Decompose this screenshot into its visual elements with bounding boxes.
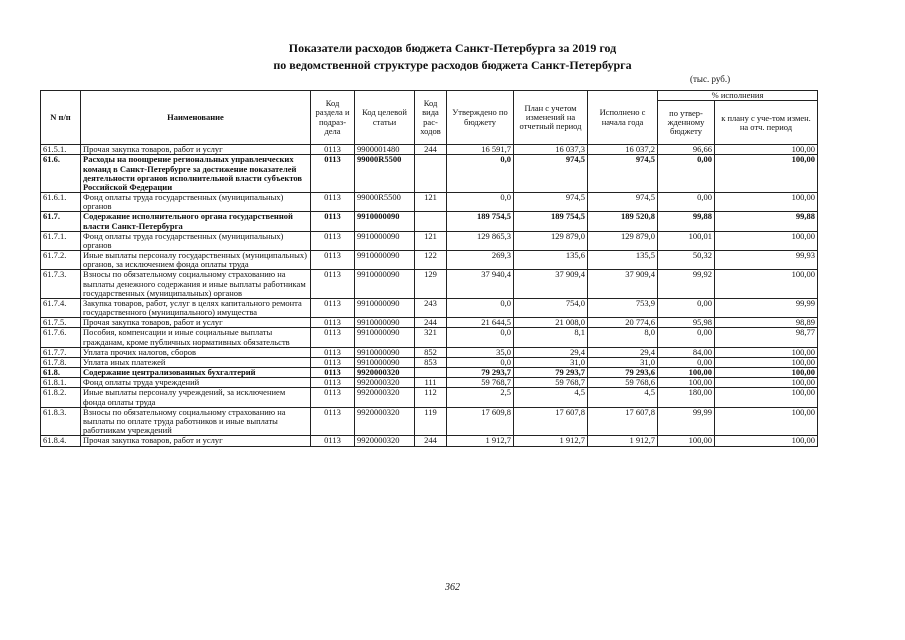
row-section-code: 0113 <box>311 347 355 357</box>
row-executed: 753,9 <box>588 298 658 317</box>
table-row <box>41 378 818 388</box>
row-pct-budget: 95,98 <box>658 318 715 328</box>
row-pct-plan: 100,00 <box>715 357 818 367</box>
row-section-code: 0113 <box>311 436 355 446</box>
row-plan: 17 607,8 <box>514 407 588 436</box>
row-plan: 189 754,5 <box>514 212 588 231</box>
row-num: 61.7.6. <box>41 328 81 347</box>
row-section-code: 0113 <box>311 145 355 155</box>
row-plan: 135,6 <box>514 251 588 270</box>
row-pct-budget: 100,00 <box>658 368 715 378</box>
row-section-code: 0113 <box>311 407 355 436</box>
row-section-code: 0113 <box>311 270 355 299</box>
table-row <box>41 318 818 328</box>
row-pct-budget: 100,00 <box>658 378 715 388</box>
row-name: Фонд оплаты труда учреждений <box>81 378 311 388</box>
row-plan: 31,0 <box>514 357 588 367</box>
table-row <box>41 347 818 357</box>
row-target-code: 9920000320 <box>355 436 415 446</box>
row-pct-budget: 0,00 <box>658 328 715 347</box>
row-approved: 79 293,7 <box>447 368 514 378</box>
document-title-line-2: по ведомственной структуре расходов бюджета Санкт-Петербурга <box>273 58 632 72</box>
row-target-code: 9920000320 <box>355 378 415 388</box>
row-name: Прочая закупка товаров, работ и услуг <box>81 318 311 328</box>
row-pct-plan: 100,00 <box>715 347 818 357</box>
row-target-code: 9910000090 <box>355 357 415 367</box>
row-section-code: 0113 <box>311 378 355 388</box>
row-executed: 8,0 <box>588 328 658 347</box>
row-plan: 29,4 <box>514 347 588 357</box>
row-type-code: 119 <box>415 407 447 436</box>
table-row <box>41 212 818 231</box>
row-num: 61.7.1. <box>41 231 81 250</box>
row-type-code: 112 <box>415 388 447 407</box>
row-num: 61.7.8. <box>41 357 81 367</box>
row-pct-plan: 100,00 <box>715 407 818 436</box>
row-num: 61.8. <box>41 368 81 378</box>
table-row <box>41 298 818 317</box>
row-num: 61.6.1. <box>41 193 81 212</box>
row-name: Взносы по обязательному социальному страхованию на выплаты денежного содержания и иные выплаты работникам государственных (муниципальных) органов <box>81 270 311 299</box>
row-section-code: 0113 <box>311 318 355 328</box>
row-pct-budget: 100,01 <box>658 231 715 250</box>
row-target-code: 9910000090 <box>355 212 415 231</box>
row-name: Уплата прочих налогов, сборов <box>81 347 311 357</box>
row-approved: 17 609,8 <box>447 407 514 436</box>
table-row <box>41 328 818 347</box>
row-pct-plan: 100,00 <box>715 368 818 378</box>
row-approved: 189 754,5 <box>447 212 514 231</box>
header-executed: Исполнено с начала года <box>588 91 658 145</box>
row-pct-budget: 96,66 <box>658 145 715 155</box>
row-num: 61.8.2. <box>41 388 81 407</box>
row-pct-budget: 180,00 <box>658 388 715 407</box>
row-pct-plan: 99,99 <box>715 298 818 317</box>
row-approved: 1 912,7 <box>447 436 514 446</box>
row-pct-budget: 100,00 <box>658 436 715 446</box>
row-pct-budget: 0,00 <box>658 357 715 367</box>
row-plan: 16 037,3 <box>514 145 588 155</box>
row-name: Прочая закупка товаров, работ и услуг <box>81 436 311 446</box>
table-row <box>41 145 818 155</box>
row-target-code: 99000R5500 <box>355 155 415 193</box>
row-name: Фонд оплаты труда государственных (муниципальных) органов <box>81 231 311 250</box>
row-num: 61.7. <box>41 212 81 231</box>
row-executed: 29,4 <box>588 347 658 357</box>
row-target-code: 9910000090 <box>355 270 415 299</box>
row-pct-budget: 0,00 <box>658 155 715 193</box>
row-name: Расходы на поощрение региональных управленческих команд в Санкт-Петербурге за достижение показателей деятельности органов исполнительной власти субъектов Российской Федерации <box>81 155 311 193</box>
row-pct-plan: 99,88 <box>715 212 818 231</box>
row-num: 61.8.4. <box>41 436 81 446</box>
row-target-code: 9910000090 <box>355 328 415 347</box>
row-plan: 21 008,0 <box>514 318 588 328</box>
row-approved: 0,0 <box>447 193 514 212</box>
row-num: 61.6. <box>41 155 81 193</box>
row-pct-budget: 0,00 <box>658 193 715 212</box>
row-pct-plan: 100,00 <box>715 145 818 155</box>
row-plan: 4,5 <box>514 388 588 407</box>
row-section-code: 0113 <box>311 368 355 378</box>
row-executed: 974,5 <box>588 193 658 212</box>
row-type-code: 244 <box>415 145 447 155</box>
row-type-code: 121 <box>415 231 447 250</box>
table-row <box>41 388 818 407</box>
table-row <box>41 357 818 367</box>
table-row <box>41 407 818 436</box>
row-pct-budget: 99,92 <box>658 270 715 299</box>
row-name: Взносы по обязательному социальному страхованию на выплаты по оплате труда работников и иные выплаты работникам учреждений <box>81 407 311 436</box>
table-row <box>41 436 818 446</box>
row-approved: 269,3 <box>447 251 514 270</box>
row-pct-plan: 100,00 <box>715 388 818 407</box>
row-approved: 35,0 <box>447 347 514 357</box>
row-pct-budget: 84,00 <box>658 347 715 357</box>
row-section-code: 0113 <box>311 251 355 270</box>
row-plan: 754,0 <box>514 298 588 317</box>
row-approved: 129 865,3 <box>447 231 514 250</box>
row-type-code <box>415 212 447 231</box>
row-approved: 0,0 <box>447 155 514 193</box>
row-approved: 0,0 <box>447 328 514 347</box>
row-section-code: 0113 <box>311 388 355 407</box>
row-type-code <box>415 155 447 193</box>
row-num: 61.7.3. <box>41 270 81 299</box>
header-type: Код вида рас-ходов <box>415 91 447 145</box>
row-section-code: 0113 <box>311 357 355 367</box>
row-executed: 16 037,2 <box>588 145 658 155</box>
row-executed: 135,5 <box>588 251 658 270</box>
row-type-code: 121 <box>415 193 447 212</box>
row-section-code: 0113 <box>311 193 355 212</box>
row-section-code: 0113 <box>311 155 355 193</box>
row-pct-plan: 100,00 <box>715 193 818 212</box>
header-plan: План с учетом изменений на отчетный период <box>514 91 588 145</box>
row-name: Уплата иных платежей <box>81 357 311 367</box>
row-approved: 21 644,5 <box>447 318 514 328</box>
document-title-line-1: Показатели расходов бюджета Санкт-Петербурга за 2019 год <box>288 41 617 55</box>
row-type-code: 853 <box>415 357 447 367</box>
header-target: Код целевой статьи <box>355 91 415 145</box>
row-num: 61.8.3. <box>41 407 81 436</box>
row-plan: 79 293,7 <box>514 368 588 378</box>
row-pct-plan: 100,00 <box>715 155 818 193</box>
row-executed: 189 520,8 <box>588 212 658 231</box>
row-executed: 37 909,4 <box>588 270 658 299</box>
row-num: 61.5.1. <box>41 145 81 155</box>
row-type-code: 111 <box>415 378 447 388</box>
row-plan: 8,1 <box>514 328 588 347</box>
row-executed: 59 768,6 <box>588 378 658 388</box>
row-target-code: 99000R5500 <box>355 193 415 212</box>
row-target-code: 9910000090 <box>355 298 415 317</box>
header-approved: Утверждено по бюджету <box>447 91 514 145</box>
row-pct-budget: 0,00 <box>658 298 715 317</box>
row-executed: 20 774,6 <box>588 318 658 328</box>
row-executed: 1 912,7 <box>588 436 658 446</box>
row-name: Прочая закупка товаров, работ и услуг <box>81 145 311 155</box>
row-plan: 59 768,7 <box>514 378 588 388</box>
budget-table <box>40 90 818 447</box>
row-approved: 37 940,4 <box>447 270 514 299</box>
row-section-code: 0113 <box>311 212 355 231</box>
row-plan: 1 912,7 <box>514 436 588 446</box>
row-approved: 16 591,7 <box>447 145 514 155</box>
table-row <box>41 155 818 193</box>
row-pct-plan: 100,00 <box>715 270 818 299</box>
row-num: 61.8.1. <box>41 378 81 388</box>
row-executed: 4,5 <box>588 388 658 407</box>
row-target-code: 9910000090 <box>355 251 415 270</box>
row-name: Иные выплаты персоналу государственных (муниципальных) органов, за исключением фонда оплаты труда <box>81 251 311 270</box>
row-executed: 974,5 <box>588 155 658 193</box>
row-executed: 31,0 <box>588 357 658 367</box>
row-name: Иные выплаты персоналу учреждений, за исключением фонда оплаты труда <box>81 388 311 407</box>
row-pct-budget: 99,88 <box>658 212 715 231</box>
row-executed: 129 879,0 <box>588 231 658 250</box>
row-pct-plan: 100,00 <box>715 378 818 388</box>
row-executed: 79 293,6 <box>588 368 658 378</box>
row-pct-plan: 100,00 <box>715 436 818 446</box>
row-name: Содержание исполнительного органа государственной власти Санкт-Петербурга <box>81 212 311 231</box>
page-number: 362 <box>445 582 460 593</box>
row-plan: 974,5 <box>514 155 588 193</box>
row-pct-plan: 100,00 <box>715 231 818 250</box>
row-type-code: 129 <box>415 270 447 299</box>
row-plan: 974,5 <box>514 193 588 212</box>
row-type-code <box>415 368 447 378</box>
row-num: 61.7.7. <box>41 347 81 357</box>
row-approved: 2,5 <box>447 388 514 407</box>
table-row <box>41 368 818 378</box>
header-name: Наименование <box>81 91 311 145</box>
row-pct-plan: 98,89 <box>715 318 818 328</box>
row-target-code: 9920000320 <box>355 388 415 407</box>
row-approved: 59 768,7 <box>447 378 514 388</box>
row-type-code: 122 <box>415 251 447 270</box>
row-plan: 37 909,4 <box>514 270 588 299</box>
table-row <box>41 251 818 270</box>
header-pct-budget: по утвер-жденному бюджету <box>658 101 715 145</box>
table-row <box>41 270 818 299</box>
header-num: N п/п <box>41 91 81 145</box>
row-name: Содержание централизованных бухгалтерий <box>81 368 311 378</box>
table-row <box>41 193 818 212</box>
row-num: 61.7.5. <box>41 318 81 328</box>
header-pct-plan: к плану с уче-том измен. на отч. период <box>715 101 818 145</box>
row-pct-plan: 98,77 <box>715 328 818 347</box>
row-target-code: 9920000320 <box>355 368 415 378</box>
header-pct: % исполнения <box>658 91 818 101</box>
row-section-code: 0113 <box>311 328 355 347</box>
row-target-code: 9900001480 <box>355 145 415 155</box>
row-name: Фонд оплаты труда государственных (муниципальных) органов <box>81 193 311 212</box>
row-pct-budget: 50,32 <box>658 251 715 270</box>
row-type-code: 243 <box>415 298 447 317</box>
row-approved: 0,0 <box>447 298 514 317</box>
row-type-code: 321 <box>415 328 447 347</box>
row-type-code: 244 <box>415 436 447 446</box>
header-section: Код раздела и подраз-дела <box>311 91 355 145</box>
table-row <box>41 231 818 250</box>
row-target-code: 9910000090 <box>355 318 415 328</box>
row-name: Пособия, компенсации и иные социальные выплаты гражданам, кроме публичных нормативных обязательств <box>81 328 311 347</box>
row-type-code: 244 <box>415 318 447 328</box>
row-target-code: 9920000320 <box>355 407 415 436</box>
row-section-code: 0113 <box>311 231 355 250</box>
row-pct-plan: 99,93 <box>715 251 818 270</box>
row-plan: 129 879,0 <box>514 231 588 250</box>
row-pct-budget: 99,99 <box>658 407 715 436</box>
row-target-code: 9910000090 <box>355 231 415 250</box>
row-type-code: 852 <box>415 347 447 357</box>
row-approved: 0,0 <box>447 357 514 367</box>
row-executed: 17 607,8 <box>588 407 658 436</box>
row-target-code: 9910000090 <box>355 347 415 357</box>
row-num: 61.7.4. <box>41 298 81 317</box>
row-name: Закупка товаров, работ, услуг в целях капитального ремонта государственного (муниципального) имущества <box>81 298 311 317</box>
row-section-code: 0113 <box>311 298 355 317</box>
row-num: 61.7.2. <box>41 251 81 270</box>
units-label: (тыс. руб.) <box>690 74 731 84</box>
